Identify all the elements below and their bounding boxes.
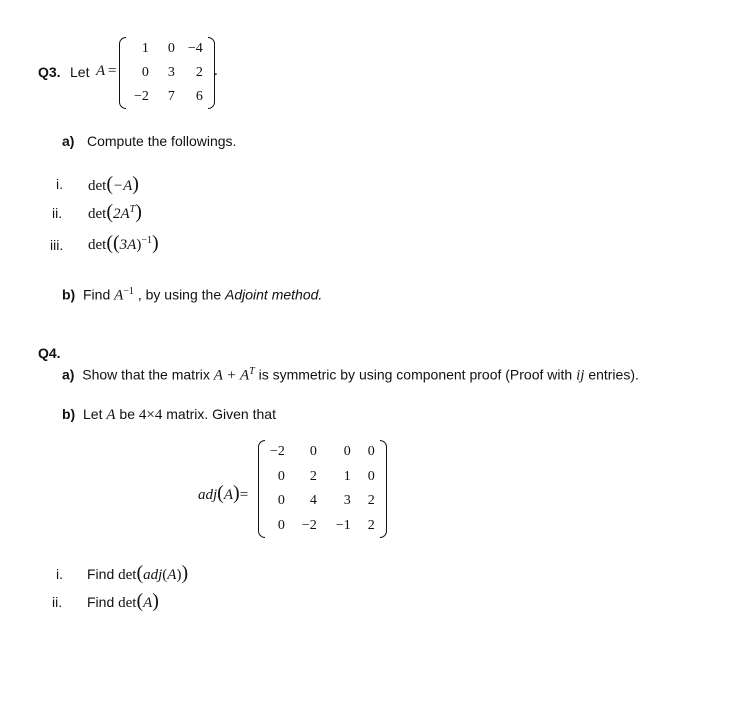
q3-b-line: [62, 286, 322, 305]
matrix-a-table: [126, 37, 208, 109]
adj-matrix-cell: 2: [309, 468, 317, 484]
paren-open: (: [106, 201, 113, 223]
adj-matrix-cell: 1: [343, 468, 351, 484]
paren-inner-close: ): [136, 237, 142, 253]
adj-matrix-cell: −1: [335, 517, 351, 533]
adj-matrix-cell: −2: [270, 444, 285, 460]
matrix-a-left-paren: [117, 37, 126, 109]
matrix-a-cell: 6: [195, 89, 203, 104]
paren-open: ((: [106, 232, 120, 254]
det-label: det: [118, 595, 137, 611]
adj-matrix-cell: 3: [343, 493, 351, 509]
det-label: det: [88, 178, 107, 194]
paren-close: ): [132, 173, 139, 195]
q3-a-item-1-expr: [88, 173, 139, 196]
expr-content: 2A: [113, 206, 130, 222]
paren-close: ): [181, 562, 189, 584]
q3-label: Q3.: [38, 64, 61, 80]
q3-a-item-num: iii.: [50, 237, 64, 253]
adj-text: adj: [198, 487, 218, 503]
q3-a-item-num: ii.: [52, 205, 63, 221]
adj-a-label: [198, 482, 248, 505]
q3-a-label: a): [62, 133, 75, 149]
adj-matrix-left-paren: [256, 440, 265, 538]
det-label: det: [118, 567, 137, 583]
paren-open: (: [136, 590, 144, 612]
matrix-a: [117, 37, 217, 109]
adj-matrix-cell: 0: [309, 444, 317, 460]
q4-a-sup: T: [249, 366, 255, 377]
adj-matrix-cell: 0: [277, 468, 285, 484]
adj-matrix-cell: 0: [277, 517, 285, 533]
det-label: det: [88, 237, 107, 253]
q3-a-item-2-expr: [88, 201, 142, 224]
q3-a-item-3-expr: [88, 232, 159, 255]
q3-a-item-num: i.: [56, 176, 63, 192]
matrix-a-cell: 0: [141, 65, 149, 80]
q4-b-var: A: [106, 407, 116, 423]
q4-a-text-middle: is symmetric by using component proof (Proof with: [258, 366, 573, 383]
q4-b-size: 4×4: [138, 407, 163, 423]
expr-sup: −1: [141, 235, 152, 246]
expr-sup: T: [129, 204, 136, 215]
q3-b-label: b): [62, 286, 76, 303]
paren-open: (: [136, 562, 144, 584]
q4-a-text-before: Show that the matrix: [82, 366, 210, 383]
adj-equals: =: [239, 487, 249, 503]
var-a: A: [143, 595, 153, 611]
det-label: det: [88, 206, 107, 222]
q4-a-ij: ij: [576, 367, 585, 384]
q3-b-text-after: , by using the: [137, 286, 222, 303]
paren-close: ): [135, 201, 142, 223]
q4-item-text: Find: [87, 594, 115, 610]
adj-matrix-cell: 2: [367, 517, 375, 533]
q4-a-label: a): [62, 366, 75, 383]
paren-close: ): [152, 590, 159, 612]
expr-content: 3A: [119, 237, 137, 253]
adj-matrix: [256, 440, 389, 538]
adj-matrix-cell: −2: [301, 517, 317, 533]
q4-item-2: [87, 590, 159, 613]
q4-item-num: ii.: [52, 594, 63, 610]
paren-inner-close: ): [176, 567, 182, 583]
adj-text: adj: [143, 567, 163, 583]
matrix-a-cell: 7: [167, 89, 175, 104]
adj-matrix-cell: 4: [309, 493, 317, 509]
q3-b-method: Adjoint method.: [225, 286, 323, 303]
q4-b-text-after: matrix. Given that: [166, 406, 276, 422]
q3-period: .: [214, 63, 218, 79]
expr-content: −A: [113, 178, 133, 194]
adj-matrix-cell: 0: [367, 468, 375, 484]
q3-b-text-before: Find: [83, 286, 111, 303]
matrix-a-cell: 0: [167, 41, 175, 56]
q3-var-a: A: [96, 63, 106, 79]
q4-a-line: [62, 366, 639, 385]
matrix-a-cell: 2: [195, 65, 203, 80]
adj-matrix-cell: 0: [343, 444, 351, 460]
matrix-a-cell: −2: [134, 89, 149, 104]
q4-item-text: Find: [87, 566, 115, 582]
adj-matrix-cell: 0: [367, 444, 375, 460]
var-a: A: [167, 567, 177, 583]
adj-matrix-right-paren: [380, 440, 389, 538]
q3-let-text: Let: [70, 64, 90, 80]
matrix-a-cell: 3: [167, 65, 175, 80]
q4-b-text-before: Let: [83, 406, 103, 422]
paren-open: (: [217, 482, 224, 504]
paren-inner-open: (: [162, 567, 168, 583]
q4-item-num: i.: [56, 566, 63, 582]
adj-matrix-cell: 0: [277, 493, 285, 509]
q4-a-expr: A + A: [213, 367, 250, 384]
matrix-a-cell: −4: [187, 41, 203, 56]
adj-var: A: [223, 487, 234, 503]
adj-matrix-table: [265, 440, 380, 538]
q4-item-1: [87, 562, 188, 585]
q3-b-sup: −1: [123, 286, 134, 297]
q4-b-text-middle: be: [119, 406, 135, 422]
q4-b-label: b): [62, 406, 76, 422]
paren-close: ): [233, 482, 240, 504]
q3-b-var: A: [114, 287, 124, 304]
q3-equals: =: [108, 63, 117, 79]
paren-open: (: [106, 173, 113, 195]
adj-matrix-cell: 2: [367, 493, 375, 509]
q4-label: Q4.: [38, 345, 61, 361]
paren-close: ): [151, 232, 159, 254]
q3-a-text: Compute the followings.: [87, 133, 237, 149]
q4-b-line: [62, 406, 276, 424]
matrix-a-cell: 1: [141, 41, 149, 56]
q4-a-text-after: entries).: [588, 366, 639, 383]
